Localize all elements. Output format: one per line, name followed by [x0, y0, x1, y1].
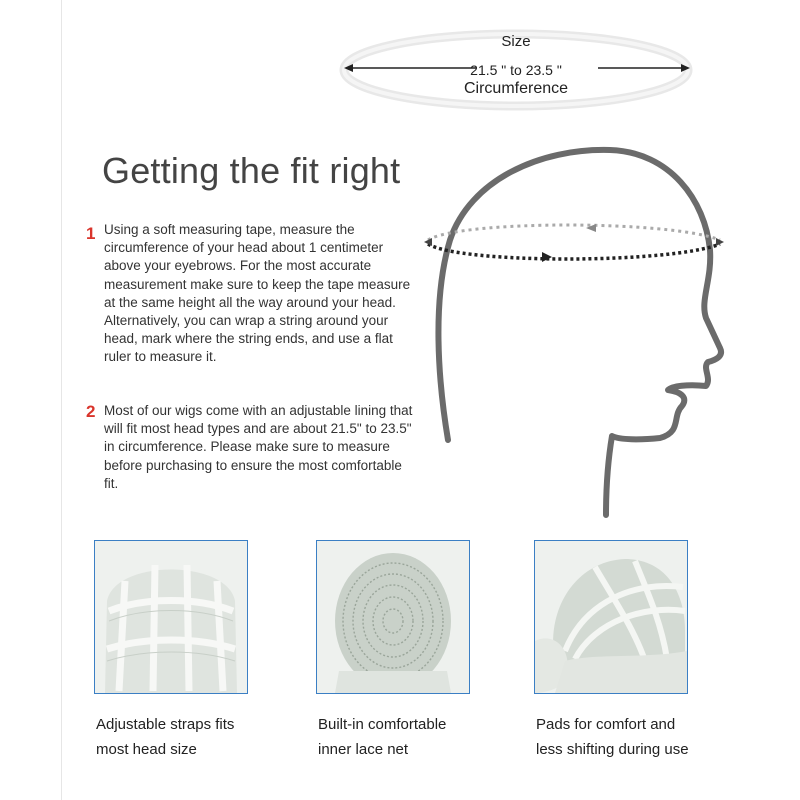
page-divider: [61, 0, 62, 800]
wig-cap-pads-photo: [534, 540, 688, 694]
wig-cap-lace-net-photo: [316, 540, 470, 694]
size-ring: [336, 20, 696, 120]
step-number: 2: [86, 402, 96, 421]
step-number: 1: [86, 224, 96, 243]
caption-line: Built-in comfortable: [318, 716, 447, 733]
caption-line: Adjustable straps fits: [96, 716, 235, 733]
circumference-label: Circumference: [463, 80, 569, 97]
page-title: Getting the fit right: [102, 150, 401, 191]
caption-line: inner lace net: [318, 741, 409, 758]
feature-caption: [318, 712, 518, 762]
caption-line: most head size: [96, 741, 197, 758]
step-text: Using a soft measuring tape, measure the circumference of your head about 1 centimeter above your eyebrows. For the most accurate measurement make sure to keep the tape measure at the same height all the way around your head. Alternatively, you can wrap a string around your head, mark where the string ends, and use a flat ruler to measure it.: [104, 222, 411, 365]
caption-line: less shifting during use: [536, 741, 689, 758]
head-profile-illustration: [420, 140, 750, 530]
wig-cap-straps-photo: [94, 540, 248, 694]
step-text: Most of our wigs come with an adjustable lining that will fit most head types and are about 21.5" to 23.5" in circumference. Please make sure to measure before purchasing to ensure the most comfortable fit.: [104, 403, 413, 491]
size-label: Size: [501, 33, 531, 50]
feature-caption: [96, 712, 296, 762]
caption-line: Pads for comfort and: [536, 716, 676, 733]
feature-caption: [536, 712, 736, 762]
size-range: 21.5 " to 23.5 ": [470, 62, 562, 78]
